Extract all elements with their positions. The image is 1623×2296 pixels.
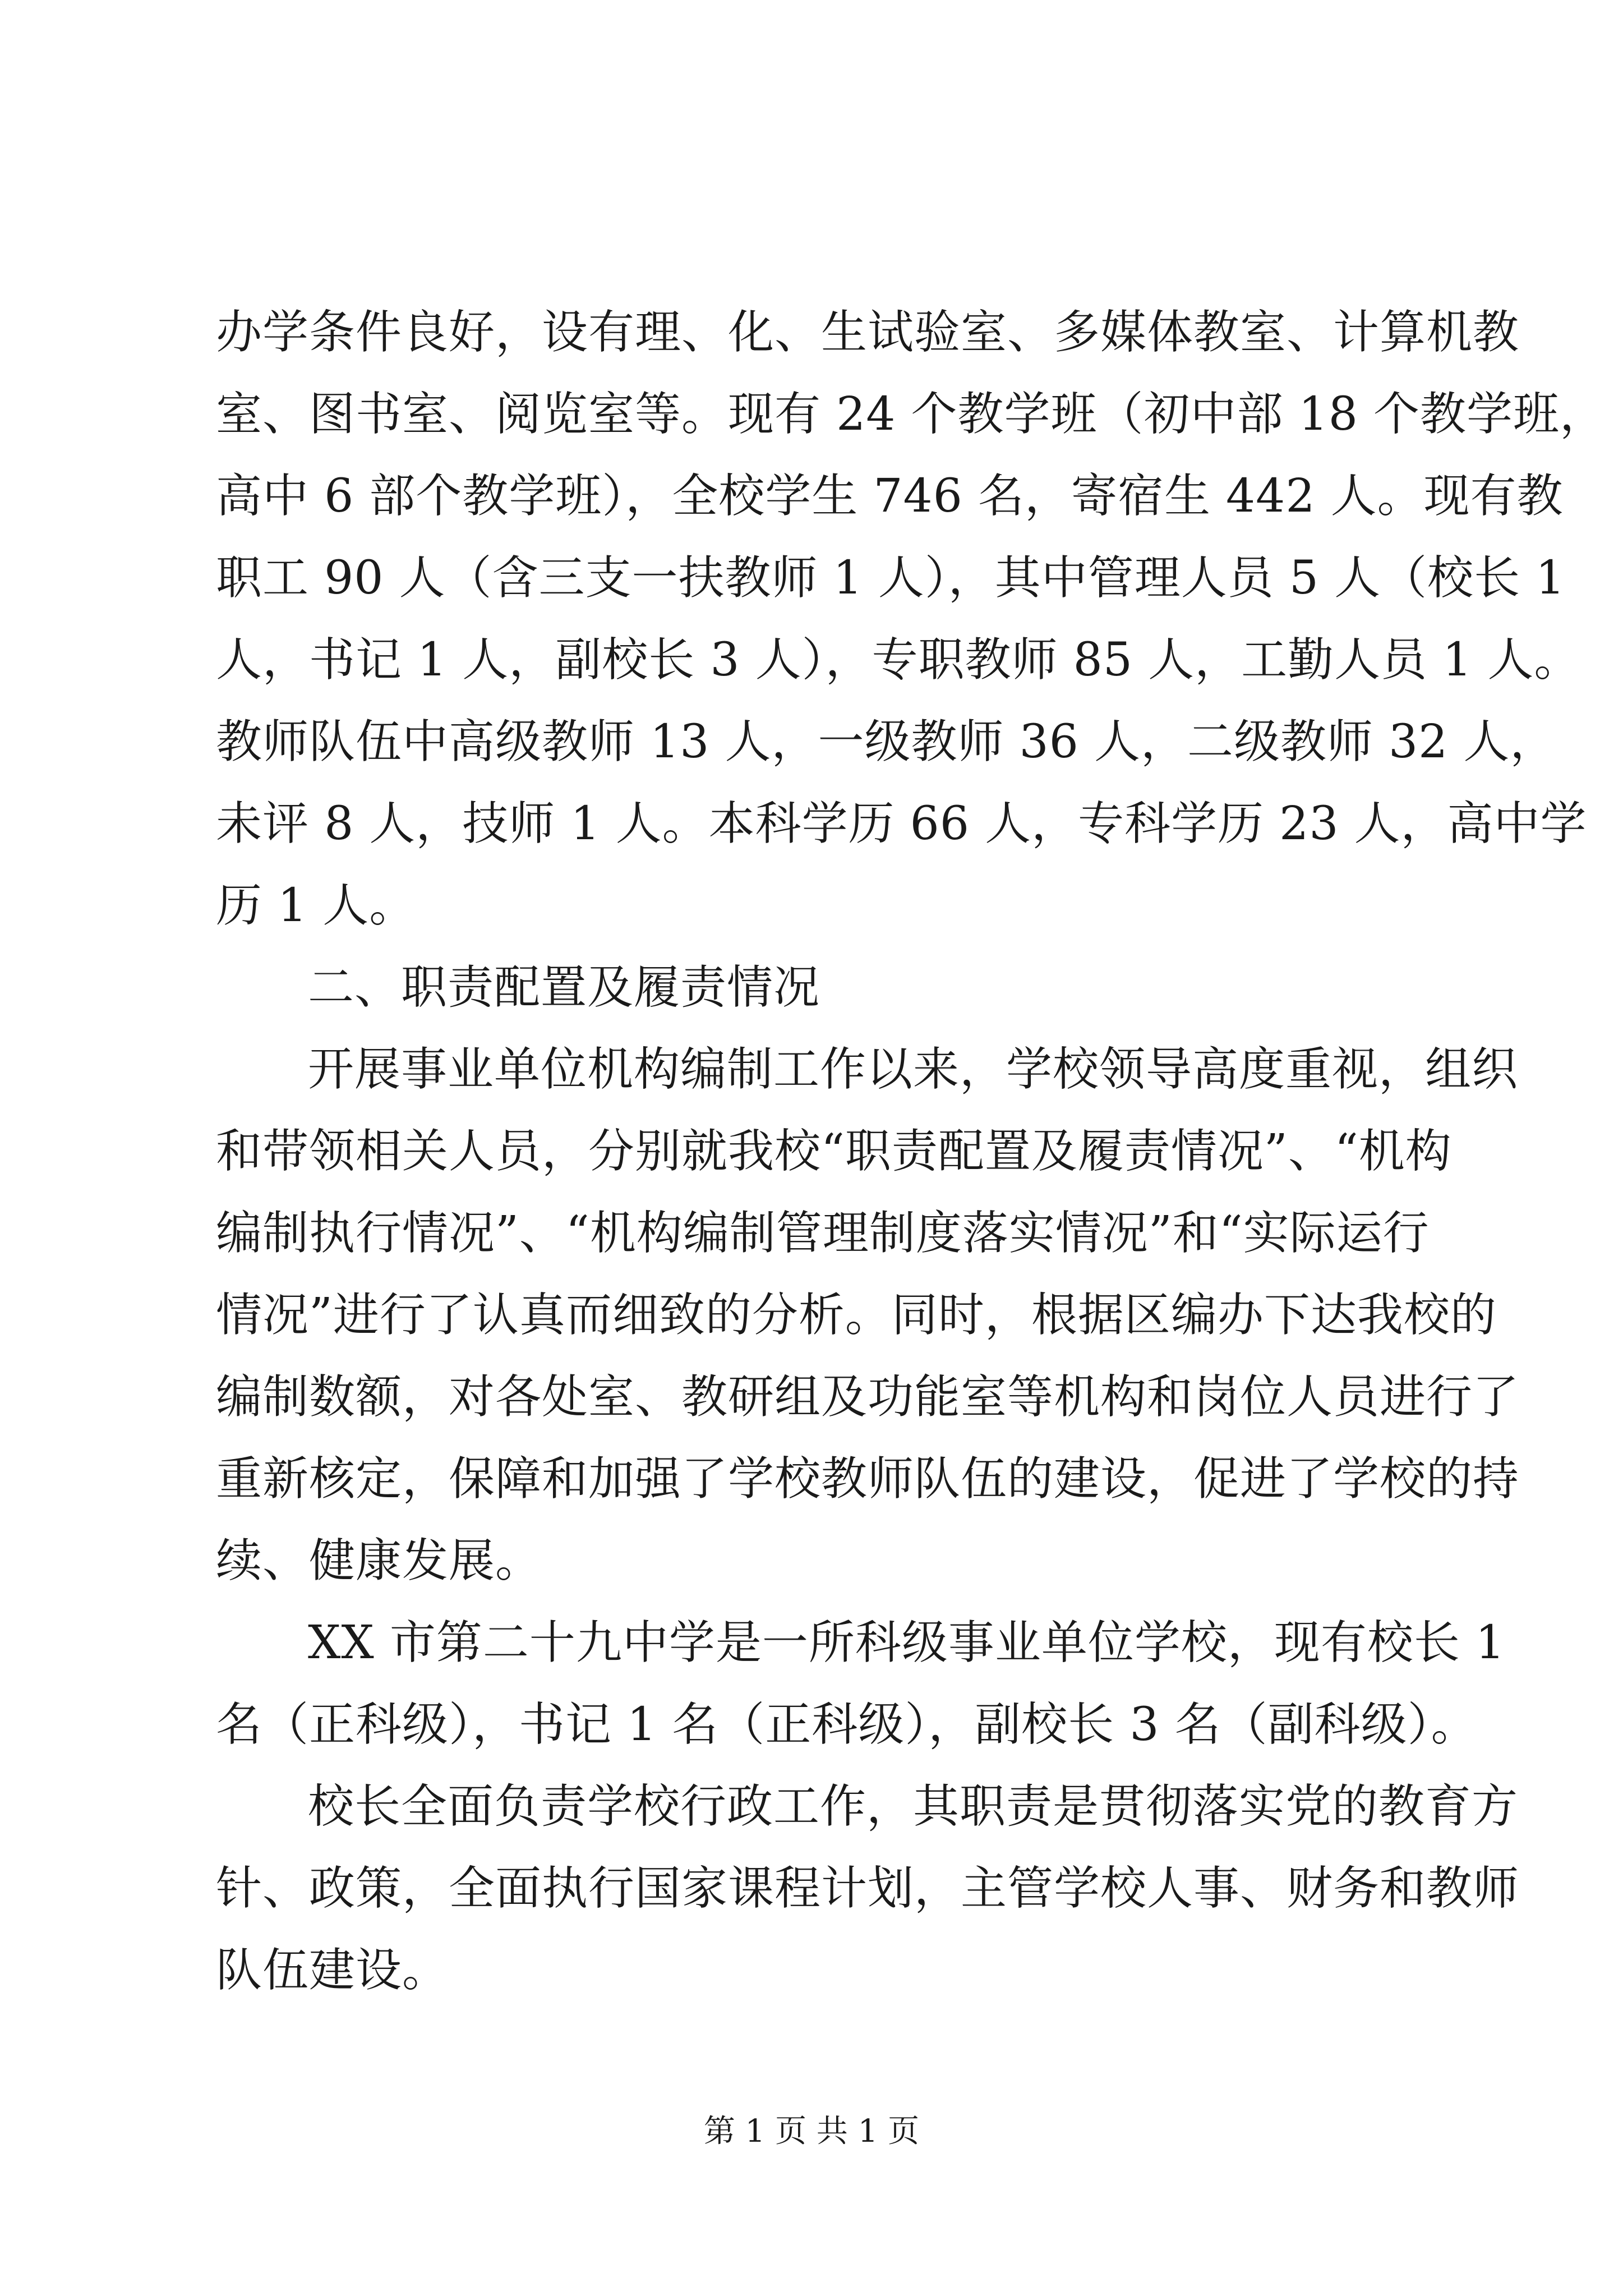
text-line: 编制数额，对各处室、教研组及功能室等机构和岗位人员进行了 [216, 1370, 1520, 1424]
text-line: 重新核定，保障和加强了学校教师队伍的建设，促进了学校的持 [216, 1452, 1520, 1506]
text-line: 职工 90 人（含三支一扶教师 1 人），其中管理人员 5 人（校长 1 [216, 551, 1566, 605]
text-line: 和带领相关人员，分别就我校“职责配置及履责情况”、“机构 [216, 1125, 1452, 1178]
text-line: 未评 8 人，技师 1 人。本科学历 66 人，专科学历 23 人，高中学 [216, 797, 1587, 850]
text-line: 队伍建设。 [216, 1944, 449, 1997]
text-line: 历 1 人。 [216, 879, 416, 932]
text-line: 高中 6 部个教学班），全校学生 746 名，寄宿生 442 人。现有教 [216, 470, 1564, 523]
text-line: 名（正科级），书记 1 名（正科级），副校长 3 名（副科级）。 [216, 1698, 1478, 1751]
text-line: 开展事业单位机构编制工作以来，学校领导高度重视，组织 [308, 1043, 1519, 1096]
page-number-footer: 第 1 页 共 1 页 [703, 2113, 920, 2150]
text-line: 办学条件良好，设有理、化、生试验室、多媒体教室、计算机教 [216, 306, 1520, 359]
text-line: 人，书记 1 人，副校长 3 人），专职教师 85 人，工勤人员 1 人。 [216, 633, 1581, 687]
text-line: 情况”进行了认真而细致的分析。同时，根据区编办下达我校的 [216, 1289, 1497, 1342]
document-body [216, 292, 1606, 2012]
text-line: 教师队伍中高级教师 13 人，一级教师 36 人，二级教师 32 人， [216, 715, 1557, 769]
text-line: 校长全面负责学校行政工作，其职责是贯彻落实党的教育方 [308, 1780, 1519, 1833]
text-line: 针、政策，全面执行国家课程计划，主管学校人事、财务和教师 [216, 1862, 1520, 1915]
text-line: 室、图书室、阅览室等。现有 24 个教学班（初中部 18 个教学班， [216, 388, 1606, 441]
section-heading: 二、职责配置及履责情况 [308, 961, 820, 1014]
text-line: 编制执行情况”、“机构编制管理制度落实情况”和“实际运行 [216, 1207, 1430, 1260]
text-line: 续、健康发展。 [216, 1534, 542, 1588]
text-line: XX 市第二十九中学是一所科级事业单位学校，现有校长 1 [308, 1616, 1506, 1669]
